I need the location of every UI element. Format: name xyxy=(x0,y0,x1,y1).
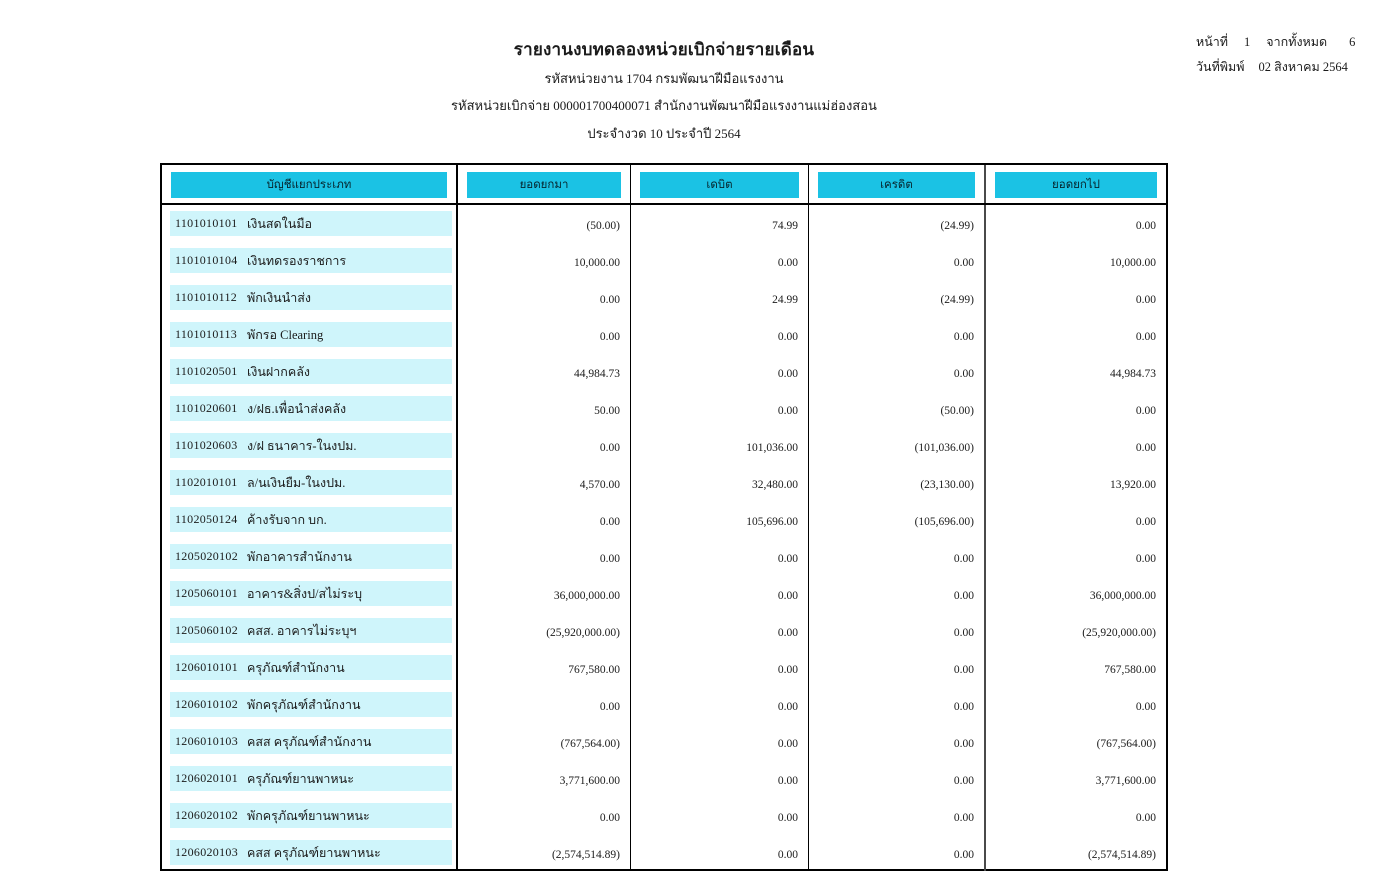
account-strip xyxy=(170,322,452,347)
table-row xyxy=(162,575,1166,612)
table-row xyxy=(162,612,1166,649)
carry-forward-value: 767,580.00 xyxy=(456,649,630,686)
credit-value: 0.00 xyxy=(808,538,984,575)
account-code: 1206020103 xyxy=(175,845,238,859)
account-code: 1206010103 xyxy=(175,734,238,748)
carry-over-value: (25,920,000.00) xyxy=(984,612,1166,649)
account-strip xyxy=(170,803,452,828)
account-cell xyxy=(162,723,456,760)
carry-over-value: 0.00 xyxy=(984,501,1166,538)
account-cell xyxy=(162,797,456,834)
account-strip xyxy=(170,359,452,384)
account-name: คสส ครุภัณฑ์ยานพาหนะ xyxy=(247,845,381,860)
account-name: พักรอ Clearing xyxy=(247,327,324,342)
account-strip xyxy=(170,433,452,458)
account-cell xyxy=(162,242,456,279)
debit-value: 0.00 xyxy=(630,316,808,353)
account-cell xyxy=(162,538,456,575)
credit-value: 0.00 xyxy=(808,834,984,871)
period-line: ประจำงวด 10 ประจำปี 2564 xyxy=(587,126,741,141)
carry-forward-value: 0.00 xyxy=(456,279,630,316)
debit-value: 0.00 xyxy=(630,649,808,686)
page-number: 1 xyxy=(1244,35,1251,49)
account-cell xyxy=(162,353,456,390)
account-cell xyxy=(162,686,456,723)
carry-forward-value: 0.00 xyxy=(456,427,630,464)
account-cell xyxy=(162,390,456,427)
credit-value: 0.00 xyxy=(808,797,984,834)
account-code: 1101010104 xyxy=(175,253,238,267)
account-code: 1101020501 xyxy=(175,364,238,378)
header-cell-debit xyxy=(630,165,808,203)
account-code: 1102050124 xyxy=(175,512,238,526)
account-cell xyxy=(162,205,456,242)
carry-forward-value: (2,574,514.89) xyxy=(456,834,630,871)
carry-forward-value: 3,771,600.00 xyxy=(456,760,630,797)
table-row xyxy=(162,279,1166,316)
account-name: พักครุภัณฑ์ยานพาหนะ xyxy=(247,808,370,823)
table-row xyxy=(162,205,1166,242)
debit-value: 0.00 xyxy=(630,538,808,575)
account-strip xyxy=(170,507,452,532)
table-row xyxy=(162,390,1166,427)
credit-value: 0.00 xyxy=(808,723,984,760)
column-header-debit: เดบิต xyxy=(640,172,799,198)
credit-value: (101,036.00) xyxy=(808,427,984,464)
carry-over-value: 0.00 xyxy=(984,538,1166,575)
account-code: 1206010102 xyxy=(175,697,238,711)
carry-over-value: 0.00 xyxy=(984,316,1166,353)
carry-over-value: 3,771,600.00 xyxy=(984,760,1166,797)
carry-over-value: (2,574,514.89) xyxy=(984,834,1166,871)
account-strip xyxy=(170,581,452,606)
account-cell xyxy=(162,279,456,316)
page-info-block xyxy=(1196,32,1376,82)
account-cell xyxy=(162,649,456,686)
account-strip xyxy=(170,840,452,865)
debit-value: 0.00 xyxy=(630,797,808,834)
table-header-row xyxy=(162,165,1166,205)
table-row xyxy=(162,797,1166,834)
debit-value: 0.00 xyxy=(630,575,808,612)
credit-value: 0.00 xyxy=(808,353,984,390)
debit-value: 0.00 xyxy=(630,834,808,871)
account-name: พักอาคารสำนักงาน xyxy=(247,549,352,564)
account-code: 1206010101 xyxy=(175,660,238,674)
account-strip xyxy=(170,470,452,495)
account-code: 1101010101 xyxy=(175,216,238,230)
disbursement-unit-line: รหัสหน่วยเบิกจ่าย 000001700400071 สำนักงานพัฒนาฝีมือแรงงานแม่ฮ่องสอน xyxy=(451,98,877,113)
table-row xyxy=(162,649,1166,686)
account-code: 1205060101 xyxy=(175,586,238,600)
account-name: เงินสดในมือ xyxy=(247,216,313,231)
account-cell xyxy=(162,575,456,612)
carry-forward-value: 36,000,000.00 xyxy=(456,575,630,612)
carry-over-value: 0.00 xyxy=(984,427,1166,464)
print-date-value: 02 สิงหาคม 2564 xyxy=(1258,60,1348,74)
account-code: 1205060102 xyxy=(175,623,238,637)
credit-value: (23,130.00) xyxy=(808,464,984,501)
carry-forward-value: 44,984.73 xyxy=(456,353,630,390)
table-body xyxy=(162,205,1166,871)
debit-value: 0.00 xyxy=(630,242,808,279)
account-code: 1101020603 xyxy=(175,438,238,452)
carry-over-value: 10,000.00 xyxy=(984,242,1166,279)
credit-value: 0.00 xyxy=(808,316,984,353)
page-title: รายงานงบทดลองหน่วยเบิกจ่ายรายเดือน xyxy=(513,40,815,59)
account-name: คสส. อาคารไม่ระบุฯ xyxy=(247,623,357,638)
credit-value: 0.00 xyxy=(808,575,984,612)
debit-value: 105,696.00 xyxy=(630,501,808,538)
carry-forward-value: 0.00 xyxy=(456,501,630,538)
carry-over-value: (767,564.00) xyxy=(984,723,1166,760)
debit-value: 0.00 xyxy=(630,612,808,649)
account-name: พักครุภัณฑ์สำนักงาน xyxy=(247,697,361,712)
credit-value: 0.00 xyxy=(808,242,984,279)
carry-forward-value: 0.00 xyxy=(456,686,630,723)
carry-over-value: 36,000,000.00 xyxy=(984,575,1166,612)
total-pages-label: จากทั้งหมด xyxy=(1266,35,1328,49)
table-row xyxy=(162,464,1166,501)
account-name: เงินฝากคลัง xyxy=(247,364,310,379)
header-cell-account xyxy=(162,165,456,203)
account-strip xyxy=(170,618,452,643)
account-code: 1206020102 xyxy=(175,808,238,822)
account-strip xyxy=(170,692,452,717)
carry-forward-value: 50.00 xyxy=(456,390,630,427)
account-code: 1101010112 xyxy=(175,290,238,304)
debit-value: 0.00 xyxy=(630,723,808,760)
agency-line: รหัสหน่วยงาน 1704 กรมพัฒนาฝีมือแรงงาน xyxy=(544,71,784,86)
header-cell-carry-forward xyxy=(456,165,630,203)
account-strip xyxy=(170,285,452,310)
carry-forward-value: 4,570.00 xyxy=(456,464,630,501)
account-strip xyxy=(170,655,452,680)
credit-value: 0.00 xyxy=(808,649,984,686)
credit-value: 0.00 xyxy=(808,760,984,797)
carry-forward-value: 10,000.00 xyxy=(456,242,630,279)
account-cell xyxy=(162,464,456,501)
credit-value: (24.99) xyxy=(808,205,984,242)
carry-over-value: 767,580.00 xyxy=(984,649,1166,686)
account-strip xyxy=(170,396,452,421)
table-row xyxy=(162,834,1166,871)
table-row xyxy=(162,427,1166,464)
trial-balance-table xyxy=(160,163,1168,871)
carry-forward-value: (50.00) xyxy=(456,205,630,242)
carry-over-value: 0.00 xyxy=(984,797,1166,834)
credit-value: (105,696.00) xyxy=(808,501,984,538)
column-header-carry-forward: ยอดยกมา xyxy=(467,172,621,198)
table-row xyxy=(162,353,1166,390)
table-row xyxy=(162,501,1166,538)
account-cell xyxy=(162,316,456,353)
table-row xyxy=(162,686,1166,723)
account-code: 1205020102 xyxy=(175,549,238,563)
account-cell xyxy=(162,612,456,649)
account-cell xyxy=(162,501,456,538)
credit-value: 0.00 xyxy=(808,686,984,723)
table-row xyxy=(162,538,1166,575)
carry-forward-value: (767,564.00) xyxy=(456,723,630,760)
account-cell xyxy=(162,760,456,797)
carry-over-value: 13,920.00 xyxy=(984,464,1166,501)
credit-value: (50.00) xyxy=(808,390,984,427)
account-name: ล/นเงินยืม-ในงปม. xyxy=(247,475,346,490)
account-strip xyxy=(170,211,452,236)
table-row xyxy=(162,723,1166,760)
account-strip xyxy=(170,729,452,754)
table-row xyxy=(162,316,1166,353)
account-code: 1101010113 xyxy=(175,327,238,341)
carry-forward-value: 0.00 xyxy=(456,538,630,575)
debit-value: 74.99 xyxy=(630,205,808,242)
page-number-row xyxy=(1196,32,1376,52)
header-cell-credit xyxy=(808,165,984,203)
debit-value: 24.99 xyxy=(630,279,808,316)
account-strip xyxy=(170,248,452,273)
account-strip xyxy=(170,766,452,791)
account-name: ค้างรับจาก บก. xyxy=(247,512,327,527)
print-date-label: วันที่พิมพ์ xyxy=(1196,60,1245,74)
debit-value: 32,480.00 xyxy=(630,464,808,501)
print-date-row xyxy=(1196,57,1376,77)
carry-over-value: 44,984.73 xyxy=(984,353,1166,390)
debit-value: 0.00 xyxy=(630,760,808,797)
account-name: อาคาร&สิ่งป/สไม่ระบุ xyxy=(247,586,363,601)
carry-forward-value: (25,920,000.00) xyxy=(456,612,630,649)
debit-value: 0.00 xyxy=(630,353,808,390)
account-name: ง/ฝธ.เพื่อนำส่งคลัง xyxy=(247,401,347,416)
account-name: ครุภัณฑ์สำนักงาน xyxy=(247,660,345,675)
account-name: ง/ฝ ธนาคาร-ในงปม. xyxy=(247,438,357,453)
account-strip xyxy=(170,544,452,569)
carry-over-value: 0.00 xyxy=(984,279,1166,316)
account-name: เงินทดรองราชการ xyxy=(247,253,347,268)
account-cell xyxy=(162,427,456,464)
carry-over-value: 0.00 xyxy=(984,686,1166,723)
column-header-credit: เครดิต xyxy=(818,172,975,198)
total-pages-value: 6 xyxy=(1349,35,1356,49)
account-code: 1206020101 xyxy=(175,771,238,785)
account-code: 1102010101 xyxy=(175,475,238,489)
carry-over-value: 0.00 xyxy=(984,205,1166,242)
credit-value: 0.00 xyxy=(808,612,984,649)
header-cell-carry-over xyxy=(984,165,1166,203)
carry-over-value: 0.00 xyxy=(984,390,1166,427)
account-name: คสส ครุภัณฑ์สำนักงาน xyxy=(247,734,372,749)
debit-value: 0.00 xyxy=(630,390,808,427)
debit-value: 0.00 xyxy=(630,686,808,723)
account-cell xyxy=(162,834,456,871)
column-header-account: บัญชีแยกประเภท xyxy=(171,172,447,198)
debit-value: 101,036.00 xyxy=(630,427,808,464)
page-label: หน้าที่ xyxy=(1196,35,1229,49)
column-header-carry-over: ยอดยกไป xyxy=(995,172,1157,198)
carry-forward-value: 0.00 xyxy=(456,797,630,834)
table-row xyxy=(162,760,1166,797)
account-name: พักเงินนำส่ง xyxy=(247,290,312,305)
credit-value: (24.99) xyxy=(808,279,984,316)
account-code: 1101020601 xyxy=(175,401,238,415)
carry-forward-value: 0.00 xyxy=(456,316,630,353)
table-row xyxy=(162,242,1166,279)
account-name: ครุภัณฑ์ยานพาหนะ xyxy=(247,771,354,786)
